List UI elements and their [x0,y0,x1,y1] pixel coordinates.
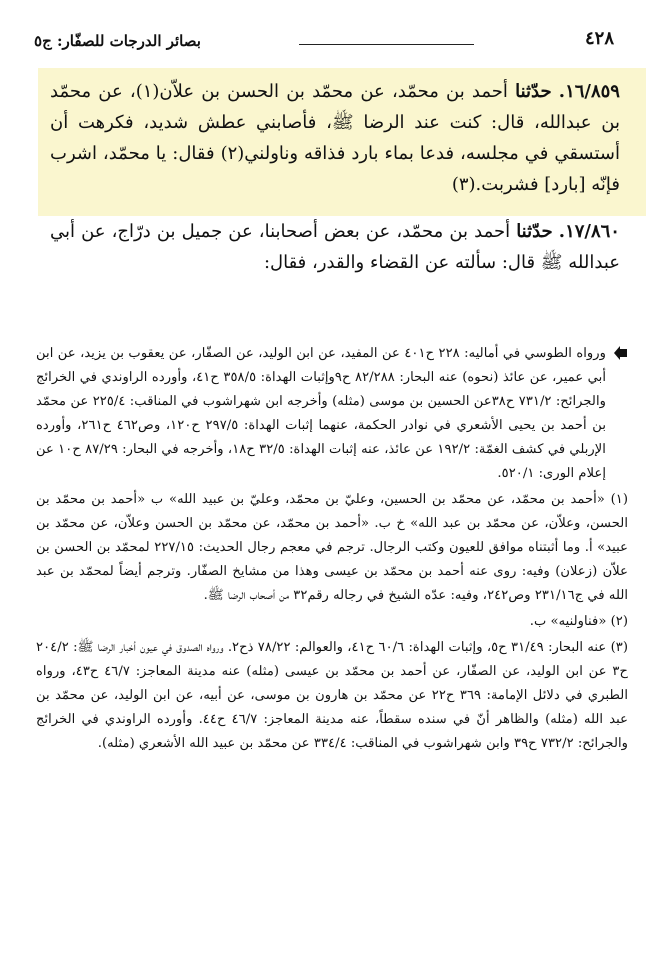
footnote-1: (١) «أحمد بن محمّد، عن محمّد بن الحسين، وعليّ بن محمّد، وعليّ بن عبيد الله» ب «أحمد بن محمّد بن الحسن، وعلاّن، عن محمّد بن عبد الله» خ ب. «أحمد بن محمّد، عن محمّد بن الحسن وعلاّن، عن محمّد بن عبيد» أ. وما أثبتناه موافق للعيون وكتب الرجال. ترجم في معجم رجال الحديث: ٢٢٧/١٥ لمحمّد بن الحسن بن علاّن (زعلان) وفيه: روى عنه أحمد بن محمّد بن عيسى وهذا من مشايخ الصفّار. وترجم أيضاً لمحمّد بن عبد الله في ج٢٣١/١٦ وص٢٤٢، وفيه: عدّه الشيخ في رجاله رقم٣٢ من أصحاب الرضا ﷺ. [36,492,629,603]
running-title: بصائر الدرجات للصفّار: ج٥ [34,32,201,50]
footnote-2: (٢) «فناولنيه» ب. [529,614,628,629]
hadith-number: ١٦/٨٥٩. [558,81,620,102]
hadith-lead: حدّثنا [516,221,553,242]
arrow-left-icon [614,346,628,360]
footnotes [36,342,628,758]
footnote-3: (٣) عنه البحار: ٣١/٤٩ ح٥، وإثبات الهداة: ٦٠/٦ ح٤١، والعوالم: ٧٨/٢٢ ذح٢. ورواه الصدوق في عيون أخبار الرضا ﷺ: ٢٠٤/٢ ح٣ عن ابن الوليد، عن الصفّار، عن أحمد بن محمّد بن عيسى (مثله) عنه مدينة المعاجز: ٤٦/٧ ح٤٣، ورواه الطبري في دلائل الإمامة: ٣٦٩ ح٢٢ عن محمّد بن هارون بن موسى، عن أبيه، عن ابن الوليد، عن محمّد بن عبد الله (مثله) والظاهر أنّ في سنده سقطاً، عنه مدينة المعاجز: ٤٦/٧ ح٤٤. وأورده الراوندي في الخرائج والجرائح: ٧٣٢/٢ ح٣٩ وابن شهراشوب في المناقب: ٣٣٤/٤ عن محمّد بن عبيد الله الأشعري (مثله). [36,640,628,751]
hadith-lead: حدّثنا [515,81,552,102]
hadith-entry [50,216,620,278]
footnote-sources [36,342,628,486]
hadith-text: أحمد بن محمّد، عن محمّد بن الحسن بن علاّن(١)، عن محمّد بن عبدالله، قال: كنت عند الرضا ﷺ، فأصابني عطش شديد، فكرهت أن أستسقي في مجلسه، فدعا بماء بارد فذاقه وناولني(٢) فقال: يا محمّد، اشرب فإنّه [بارد] فشربت.(٣) [50,81,620,195]
page-number: ٤٢٨ [584,28,614,49]
page-header [34,28,614,60]
hadith-number: ١٧/٨٦٠. [558,221,620,242]
footnote-sources-text: ورواه الطوسي في أماليه: ٢٢٨ ح٤٠١ عن المفيد، عن ابن الوليد، عن الصفّار، عن يعقوب بن يزيد، عن ابن أبي عمير، عن عائذ (نحوه) عنه البحار: ٨٢/٢٨٨ ح٩وإثبات الهداة: ٣٥٨/٥ ح٤١، وأورده الراوندي في الخرائج والجرائح: ٧٣١/٢ ح٣٨عن الحسين بن موسى (مثله) وأخرجه ابن شهراشوب في المناقب: ٢٢٥/٤ عن محمّد بن أحمد بن يحيى الأشعري في نوادر الحكمة، عنهما إثبات الهداة: ٢٩٧/٥ ح١٢٠، وص٤٦٢ ح٢٦١، وأورده الإربلي في كشف الغمّة: ١٩٢/٢ عن عائذ، عنه إثبات الهداة: ٣٢/٥ ح١٨، وأخرجه في البحار: ٨٧/٢٩ ح١٠ عن إعلام الورى: ٥٢٠/١. [36,346,606,481]
hadith-text: أحمد بن محمّد، عن بعض أصحابنا، عن جميل بن درّاج، عن أبي عبدالله ﷺ قال: سألته عن القضاء والقدر، فقال: [50,221,620,273]
header-divider [299,44,474,45]
hadith-entry [50,76,620,200]
